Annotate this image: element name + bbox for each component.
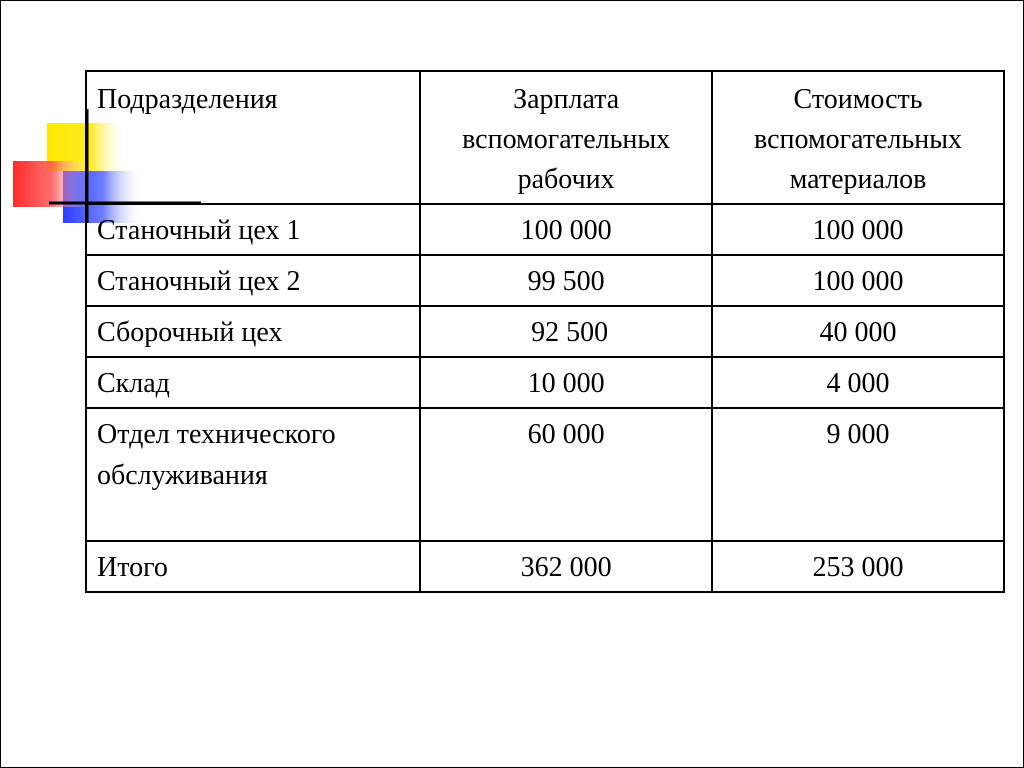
cell-salary: 99 500 — [420, 255, 712, 306]
header-departments: Подразделения — [86, 71, 420, 204]
cell-department: Склад — [86, 357, 420, 408]
cell-materials: 100 000 — [712, 204, 1004, 255]
data-table — [85, 70, 1005, 593]
cell-materials: 9 000 — [712, 408, 1004, 541]
cell-salary: 10 000 — [420, 357, 712, 408]
header-materials: Стоимость вспомогательных материалов — [712, 71, 1004, 204]
cell-department: Отдел технического обслуживания — [86, 408, 420, 541]
table-row-total — [86, 541, 1004, 592]
cell-salary: 60 000 — [420, 408, 712, 541]
header-salary: Зарплата вспомогательных рабочих — [420, 71, 712, 204]
cell-total-label: Итого — [86, 541, 420, 592]
cell-materials: 100 000 — [712, 255, 1004, 306]
table-row — [86, 306, 1004, 357]
red-square — [13, 161, 91, 207]
cell-department: Станочный цех 2 — [86, 255, 420, 306]
table-row — [86, 408, 1004, 541]
table-header-row — [86, 71, 1004, 204]
table-row — [86, 204, 1004, 255]
cell-materials: 40 000 — [712, 306, 1004, 357]
table-row — [86, 255, 1004, 306]
table-row — [86, 357, 1004, 408]
cell-materials: 4 000 — [712, 357, 1004, 408]
cell-salary: 92 500 — [420, 306, 712, 357]
cell-department: Сборочный цех — [86, 306, 420, 357]
cell-salary: 100 000 — [420, 204, 712, 255]
cell-total-salary: 362 000 — [420, 541, 712, 592]
cell-total-materials: 253 000 — [712, 541, 1004, 592]
cell-department: Станочный цех 1 — [86, 204, 420, 255]
